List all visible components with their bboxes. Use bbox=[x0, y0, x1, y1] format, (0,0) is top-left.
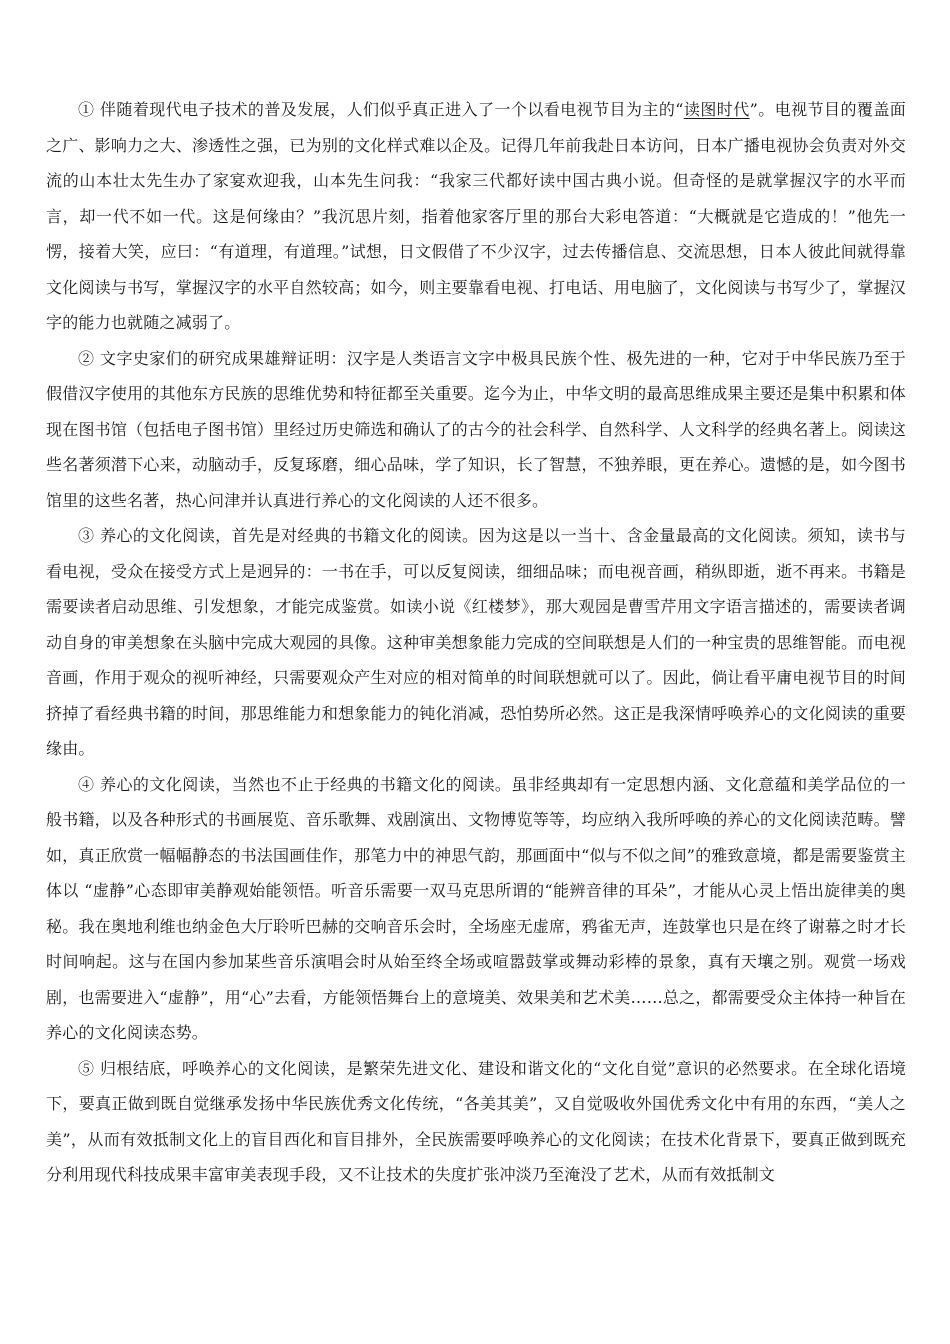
paragraph-1-text-before: ① 伴随着现代电子技术的普及发展，人们似乎真正进入了一个以看电视节目为主的“ bbox=[78, 100, 684, 119]
document-page bbox=[46, 92, 906, 1193]
paragraph-4: ④ 养心的文化阅读，当然也不止于经典的书籍文化的阅读。虽非经典却有一定思想内涵、文化意蕴和美学品位的一般书籍，以及各种形式的书画展览、音乐歌舞、戏剧演出、文物博览等等，均应纳入我所呼唤的养心的文化阅读范畴。譬如，真正欣赏一幅幅静态的书法国画佳作，那笔力中的神思气韵，那画面中“似与不似之间”的雅致意境，都是需要鉴赏主体以 “虚静”心态即审美静观始能领悟。听音乐需要一双马克思所谓的“能辨音律的耳朵”，才能从心灵上悟出旋律美的奥秘。我在奥地利维也纳金色大厅聆听巴赫的交响音乐会时，全场座无虚席，鸦雀无声，连鼓掌也只是在终了谢幕之时才长时间响起。这与在国内参加某些音乐演唱会时从始至终全场或喧嚣鼓掌或舞动彩棒的景象，真有天壤之别。观赏一场戏剧，也需要进入“虚静”，用“心”去看，方能领悟舞台上的意境美、效果美和艺术美……总之，都需要受众主体持一种旨在养心的文化阅读态势。 bbox=[46, 774, 906, 1042]
paragraph-3: ③ 养心的文化阅读，首先是对经典的书籍文化的阅读。因为这是以一当十、含金量最高的文化阅读。须知，读书与看电视，受众在接受方式上是迥异的：一书在手，可以反复阅读，细细品味；而电视音画，稍纵即逝，逝不再来。书籍是需要读者启动思维、引发想象，才能完成鉴赏。如读小说《红楼梦》，那大观园是曹雪芹用文字语言描述的，需要读者调动自身的审美想象在头脑中完成大观园的具像。这种审美想象能力完成的空间联想是人们的一种宝贵的思维智能。而电视音画，作用于观众的视听神经，只需要观众产生对应的相对简单的时间联想就可以了。因此，倘让看平庸电视节目的时间挤掉了看经典书籍的时间，那思维能力和想象能力的钝化消减，恐怕势所必然。这正是我深情呼唤养心的文化阅读的重要缘由。 bbox=[46, 526, 906, 758]
underlined-term: 读图时代 bbox=[683, 100, 750, 119]
paragraph-1 bbox=[46, 92, 906, 341]
paragraph-2: ② 文字史家们的研究成果雄辩证明：汉字是人类语言文字中极具民族个性、极先进的一种，它对于中华民族乃至于假借汉字使用的其他东方民族的思维优势和特征都至关重要。迄今为止，中华文明的最高思维成果主要还是集中积累和体现在图书馆（包括电子图书馆）里经过历史筛选和确认了的古今的社会科学、自然科学、人文科学的经典名著上。阅读这些名著须潜下心来，动脑动手，反复琢磨，细心品味，学了知识，长了智慧，不独养眼，更在养心。遗憾的是，如今图书馆里的这些名著，热心问津并认真进行养心的文化阅读的人还不很多。 bbox=[46, 348, 906, 510]
paragraph-5: ⑤ 归根结底，呼唤养心的文化阅读，是繁荣先进文化、建设和谐文化的“文化自觉”意识的必然要求。在全球化语境下，要真正做到既自觉继承发扬中华民族优秀文化传统，“各美其美”，又自觉吸收外国优秀文化中有用的东西，“美人之美”，从而有效抵制文化上的盲目西化和盲目排外，全民族需要呼唤养心的文化阅读；在技术化背景下，要真正做到既充分利用现代科技成果丰富审美表现手段，又不让技术的失度扩张冲淡乃至淹没了艺术，从而有效抵制文 bbox=[46, 1058, 906, 1184]
paragraph-1-text-after: ”。电视节目的覆盖面之广、影响力之大、渗透性之强，已为别的文化样式难以企及。记得几年前我赴日本访问，日本广播电视协会负责对外交流的山本壮太先生办了家宴欢迎我，山本先生问我：“我家三代都好读中国古典小说。但奇怪的是就掌握汉字的水平而言，却一代不如一代。这是何缘由？”我沉思片刻，指着他家客厅里的那台大彩电答道：“大概就是它造成的！”他先一愣，接着大笑，应曰：“有道理，有道理。”试想，日文假借了不少汉字，过去传播信息、交流思想，日本人彼此间就得靠文化阅读与书写，掌握汉字的水平自然较高；如今，则主要靠看电视、打电话、用电脑了，文化阅读与书写少了，掌握汉字的能力也就随之减弱了。 bbox=[46, 100, 906, 332]
